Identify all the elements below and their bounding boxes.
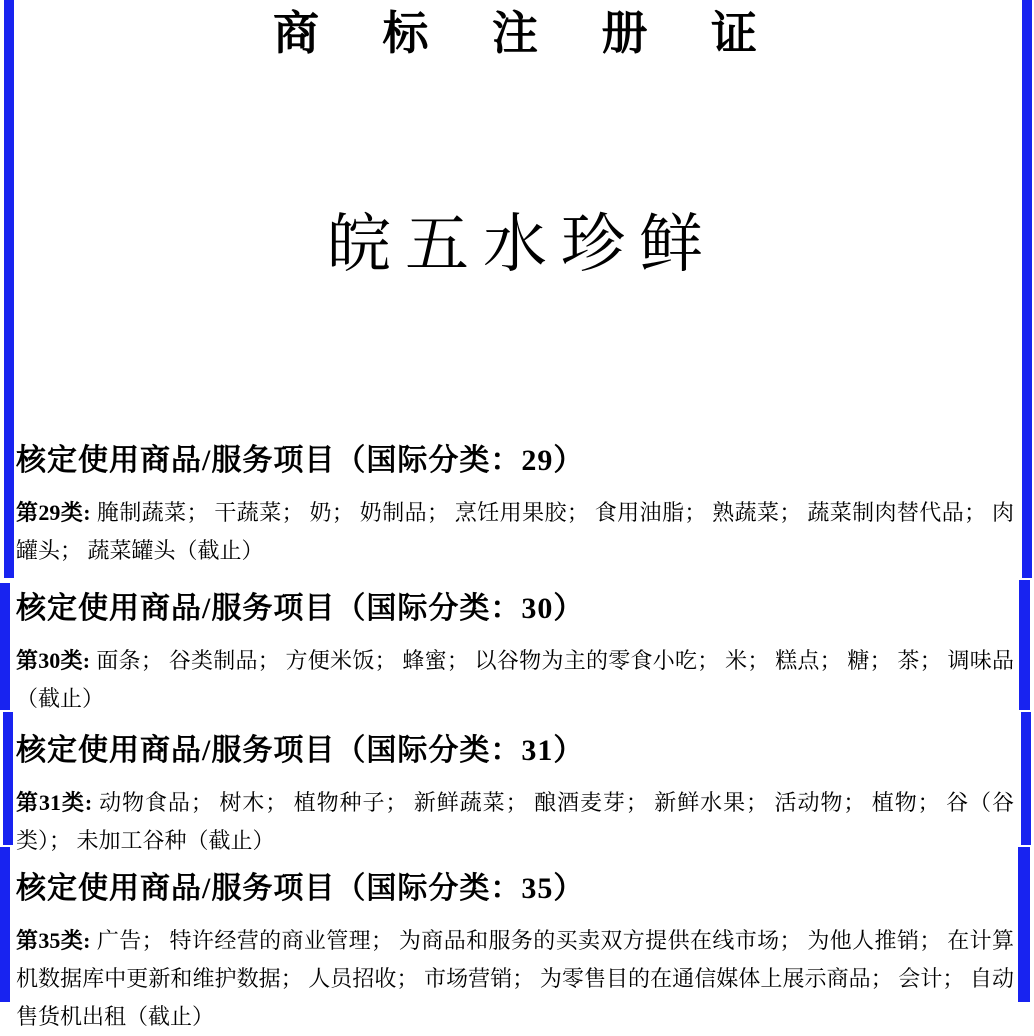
right-border-segment-2 — [1019, 580, 1030, 710]
section-class-31 — [16, 730, 1014, 860]
section-heading-class-31: 核定使用商品/服务项目（国际分类：31） — [16, 734, 585, 767]
class-label-35: 第35类: — [16, 928, 91, 953]
section-body-class-30 — [16, 642, 1014, 718]
class-items-31: 动物食品； 树木； 植物种子； 新鲜蔬菜； 酿酒麦芽； 新鲜水果； 活动物； 植物； 谷（谷类）； 未加工谷种（截止） — [16, 790, 1014, 853]
class-items-30: 面条； 谷类制品； 方便米饭； 蜂蜜； 以谷物为主的零食小吃； 米； 糕点； 糖； 茶； 调味品（截止） — [16, 648, 1014, 711]
section-heading-class-30: 核定使用商品/服务项目（国际分类：30） — [16, 592, 585, 625]
section-heading-class-29: 核定使用商品/服务项目（国际分类：29） — [16, 444, 585, 477]
section-heading-class-35: 核定使用商品/服务项目（国际分类：35） — [16, 872, 585, 905]
section-class-35 — [16, 868, 1014, 1036]
left-border-segment-4 — [0, 847, 10, 1002]
certificate-title: 商 标 注 册 证 — [273, 8, 783, 59]
section-class-30 — [16, 588, 1014, 718]
section-class-29 — [16, 440, 1014, 570]
trademark-name: 皖五水珍鲜 — [327, 208, 717, 280]
section-body-class-35 — [16, 922, 1014, 1036]
class-label-31: 第31类: — [16, 790, 93, 815]
certificate-content — [16, 0, 1014, 1036]
class-label-30: 第30类: — [16, 648, 91, 673]
right-border-segment-1 — [1022, 0, 1032, 578]
left-border-segment-1 — [4, 0, 14, 578]
section-body-class-29 — [16, 494, 1014, 570]
left-border-segment-2 — [0, 583, 10, 710]
class-items-35: 广告； 特许经营的商业管理； 为商品和服务的买卖双方提供在线市场； 为他人推销； 在计算机数据库中更新和维护数据； 人员招收； 市场营销； 为零售目的在通信媒体上展示商品； 会计； 自动售货机出租（截止） — [16, 928, 1014, 1029]
right-border-segment-3 — [1021, 712, 1031, 845]
right-border-segment-4 — [1018, 847, 1030, 1002]
section-body-class-31 — [16, 784, 1014, 860]
class-label-29: 第29类: — [16, 500, 91, 525]
left-border-segment-3 — [3, 712, 13, 845]
class-items-29: 腌制蔬菜； 干蔬菜； 奶； 奶制品； 烹饪用果胶； 食用油脂； 熟蔬菜； 蔬菜制肉替代品； 肉罐头； 蔬菜罐头（截止） — [16, 500, 1015, 563]
